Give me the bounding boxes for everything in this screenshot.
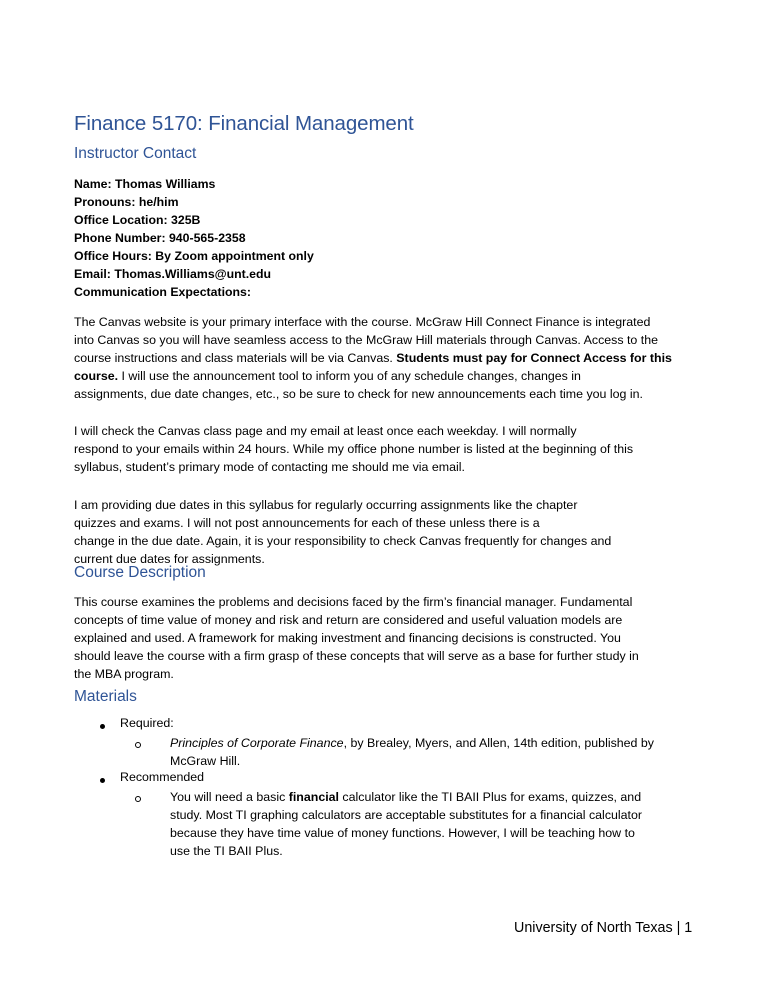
text-line xyxy=(170,788,730,806)
text-line: The Canvas website is your primary interface with the course. McGraw Hill Connect Finance is integrated xyxy=(74,315,651,329)
course-description-paragraph xyxy=(74,594,704,684)
text-line xyxy=(74,350,704,368)
communication-paragraph-2 xyxy=(74,423,704,477)
text-line: study. Most TI graphing calculators are acceptable substitutes for a financial calculator xyxy=(170,808,643,822)
contact-communication-expectations: Communication Expectations: xyxy=(74,285,251,299)
text-line: This course examines the problems and decisions faced by the firm’s financial manager. Fundamental xyxy=(74,595,633,609)
contact-phone: Phone Number: 940-565-2358 xyxy=(74,231,246,245)
text-line: the MBA program. xyxy=(74,666,174,681)
text-line: McGraw Hill. xyxy=(170,754,241,768)
text-line: quizzes and exams. I will not post announcements for each of these unless there is a xyxy=(74,515,540,530)
text-line: because they have time value of money functions. However, I will be teaching how to xyxy=(170,826,635,840)
text-span: course instructions and class materials will be via Canvas. xyxy=(74,350,397,365)
required-textbook-item xyxy=(170,734,730,770)
text-line xyxy=(170,734,730,752)
document-title: Finance 5170: Financial Management xyxy=(74,112,414,135)
text-line: into Canvas so you will have seamless access to the McGraw Hill materials through Canvas. Access to the xyxy=(74,332,658,347)
sub-bullet-icon xyxy=(135,742,141,748)
textbook-title: Principles of Corporate Finance xyxy=(170,736,344,750)
communication-paragraph-3 xyxy=(74,497,704,569)
text-span: calculator like the TI BAII Plus for exams, quizzes, and xyxy=(338,790,642,804)
text-line: syllabus, student’s primary mode of contacting me should me via email. xyxy=(74,459,465,474)
heading-course-description: Course Description xyxy=(74,564,206,581)
contact-name: Name: Thomas Williams xyxy=(74,177,216,191)
text-line: assignments, due date changes, etc., so be sure to check for new announcements each time you log in. xyxy=(74,386,643,401)
contact-office-hours: Office Hours: By Zoom appointment only xyxy=(74,249,314,263)
text-line: should leave the course with a firm grasp of these concepts that will serve as a base for further study in xyxy=(74,648,639,663)
text-span: You will need a basic xyxy=(170,790,289,804)
text-span: , by Brealey, Myers, and Allen, 14th edition, published by xyxy=(343,736,654,750)
text-line xyxy=(74,368,704,386)
materials-required-label: Required: xyxy=(120,716,174,730)
text-line: change in the due date. Again, it is your responsibility to check Canvas frequently for changes and xyxy=(74,533,612,548)
bold-connect-requirement-end: course. xyxy=(74,368,119,383)
page-footer: University of North Texas | 1 xyxy=(514,920,693,936)
recommended-calculator-item xyxy=(170,788,730,860)
bullet-icon xyxy=(100,724,105,729)
bullet-icon xyxy=(100,778,105,783)
text-line: I am providing due dates in this syllabus for regularly occurring assignments like the chapter xyxy=(74,498,578,512)
text-line: current due dates for assignments. xyxy=(74,551,265,566)
contact-pronouns: Pronouns: he/him xyxy=(74,195,179,209)
bold-financial: financial xyxy=(288,790,339,804)
text-line: explained and used. A framework for making investment and financing decisions is constructed. You xyxy=(74,630,621,645)
heading-materials: Materials xyxy=(74,688,137,705)
materials-recommended-label: Recommended xyxy=(120,770,205,784)
heading-instructor-contact: Instructor Contact xyxy=(74,145,197,162)
text-line: respond to your emails within 24 hours. While my office phone number is listed at the beginning of this xyxy=(74,441,634,456)
text-line: concepts of time value of money and risk and return are considered and useful valuation models are xyxy=(74,612,623,627)
contact-email: Email: Thomas.Williams@unt.edu xyxy=(74,267,272,281)
communication-paragraph-1 xyxy=(74,314,704,404)
bold-connect-requirement: Students must pay for Connect Access for this xyxy=(396,350,672,365)
contact-office-location: Office Location: 325B xyxy=(74,213,201,227)
sub-bullet-icon xyxy=(135,796,141,802)
text-line: use the TI BAII Plus. xyxy=(170,844,283,858)
text-line: I will check the Canvas class page and my email at least once each weekday. I will normally xyxy=(74,424,577,438)
text-span: I will use the announcement tool to inform you of any schedule changes, changes in xyxy=(118,368,581,383)
